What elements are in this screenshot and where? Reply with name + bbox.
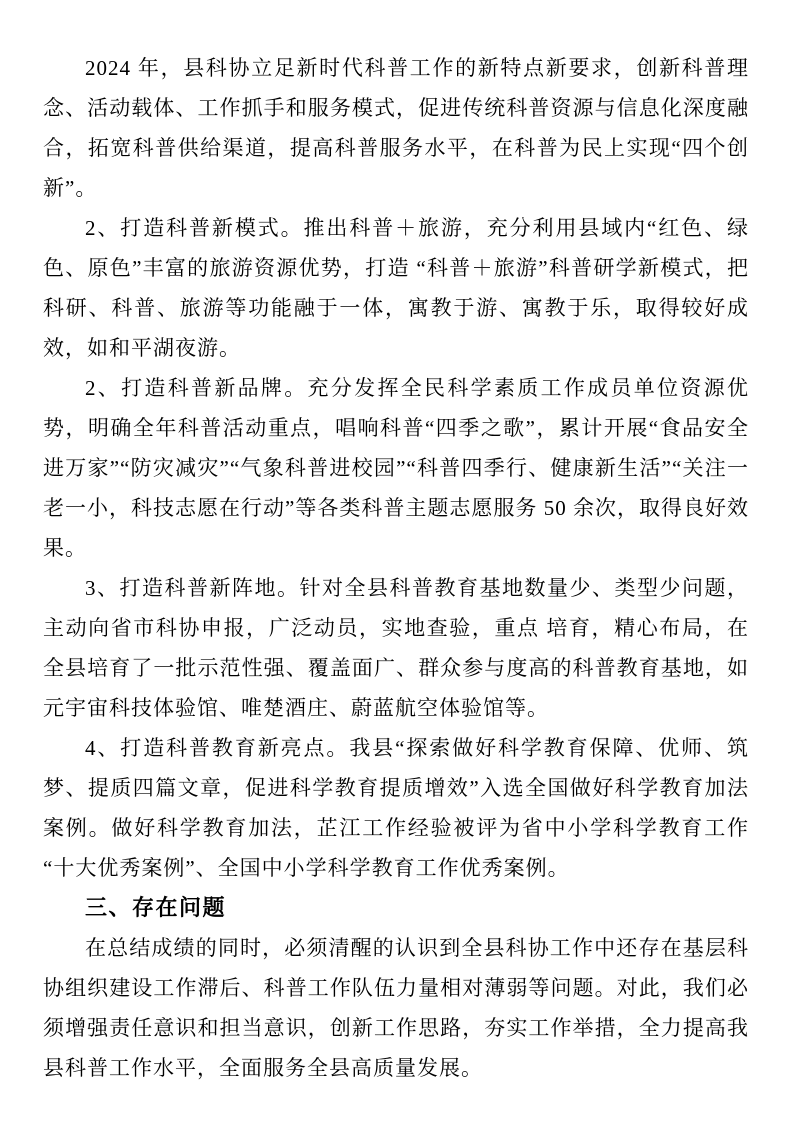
paragraph-new-base: 3、打造科普新阵地。针对全县科普教育基地数量少、类型少问题，主动向省市科协申报，广泛动员，实地查验，重点 培育，精心布局，在全县培育了一批示范性强、覆盖面广、群众参与度高的科普教育基地，如元宇宙科技体验馆、唯楚酒庄、蔚蓝航空体验馆等。	[43, 576, 749, 720]
paragraph-new-brand: 2、打造科普新品牌。充分发挥全民科学素质工作成员单位资源优势，明确全年科普活动重点，唱响科普“四季之歌”，累计开展“食品安全进万家”“防灾减灾”“气象科普进校园”“科普四季行、健康新生活”“关注一老一小，科技志愿在行动”等各类科普主题志愿服务 50 余次，取得良好效果。	[43, 376, 749, 560]
section-heading-existing-problems: 三、存在问题	[85, 895, 227, 920]
paragraph-intro-2024: 2024 年，县科协立足新时代科普工作的新特点新要求，创新科普理念、活动载体、工作抓手和服务模式，促进传统科普资源与信息化深度融合，拓宽科普供给渠道，提高科普服务水平，在科普为民上实现“四个创新”。	[43, 56, 749, 200]
paragraph-new-model: 2、打造科普新模式。推出科普＋旅游，充分利用县域内“红色、绿色、原色”丰富的旅游资源优势，打造 “科普＋旅游”科普研学新模式，把科研、科普、旅游等功能融于一体，寓教于游、寓教于乐，取得较好成效，如和平湖夜游。	[43, 216, 749, 360]
paragraph-education-highlight: 4、打造科普教育新亮点。我县“探索做好科学教育保障、优师、筑梦、提质四篇文章，促进科学教育提质增效”入选全国做好科学教育加法案例。做好科学教育加法，芷江工作经验被评为省中小学科学教育工作“十大优秀案例”、全国中小学科学教育工作优秀案例。	[43, 736, 749, 880]
paragraph-existing-problems: 在总结成绩的同时，必须清醒的认识到全县科协工作中还存在基层科协组织建设工作滞后、科普工作队伍力量相对薄弱等问题。对此，我们必须增强责任意识和担当意识，创新工作思路，夯实工作举措，全力提高我县科普工作水平，全面服务全县高质量发展。	[43, 936, 749, 1080]
